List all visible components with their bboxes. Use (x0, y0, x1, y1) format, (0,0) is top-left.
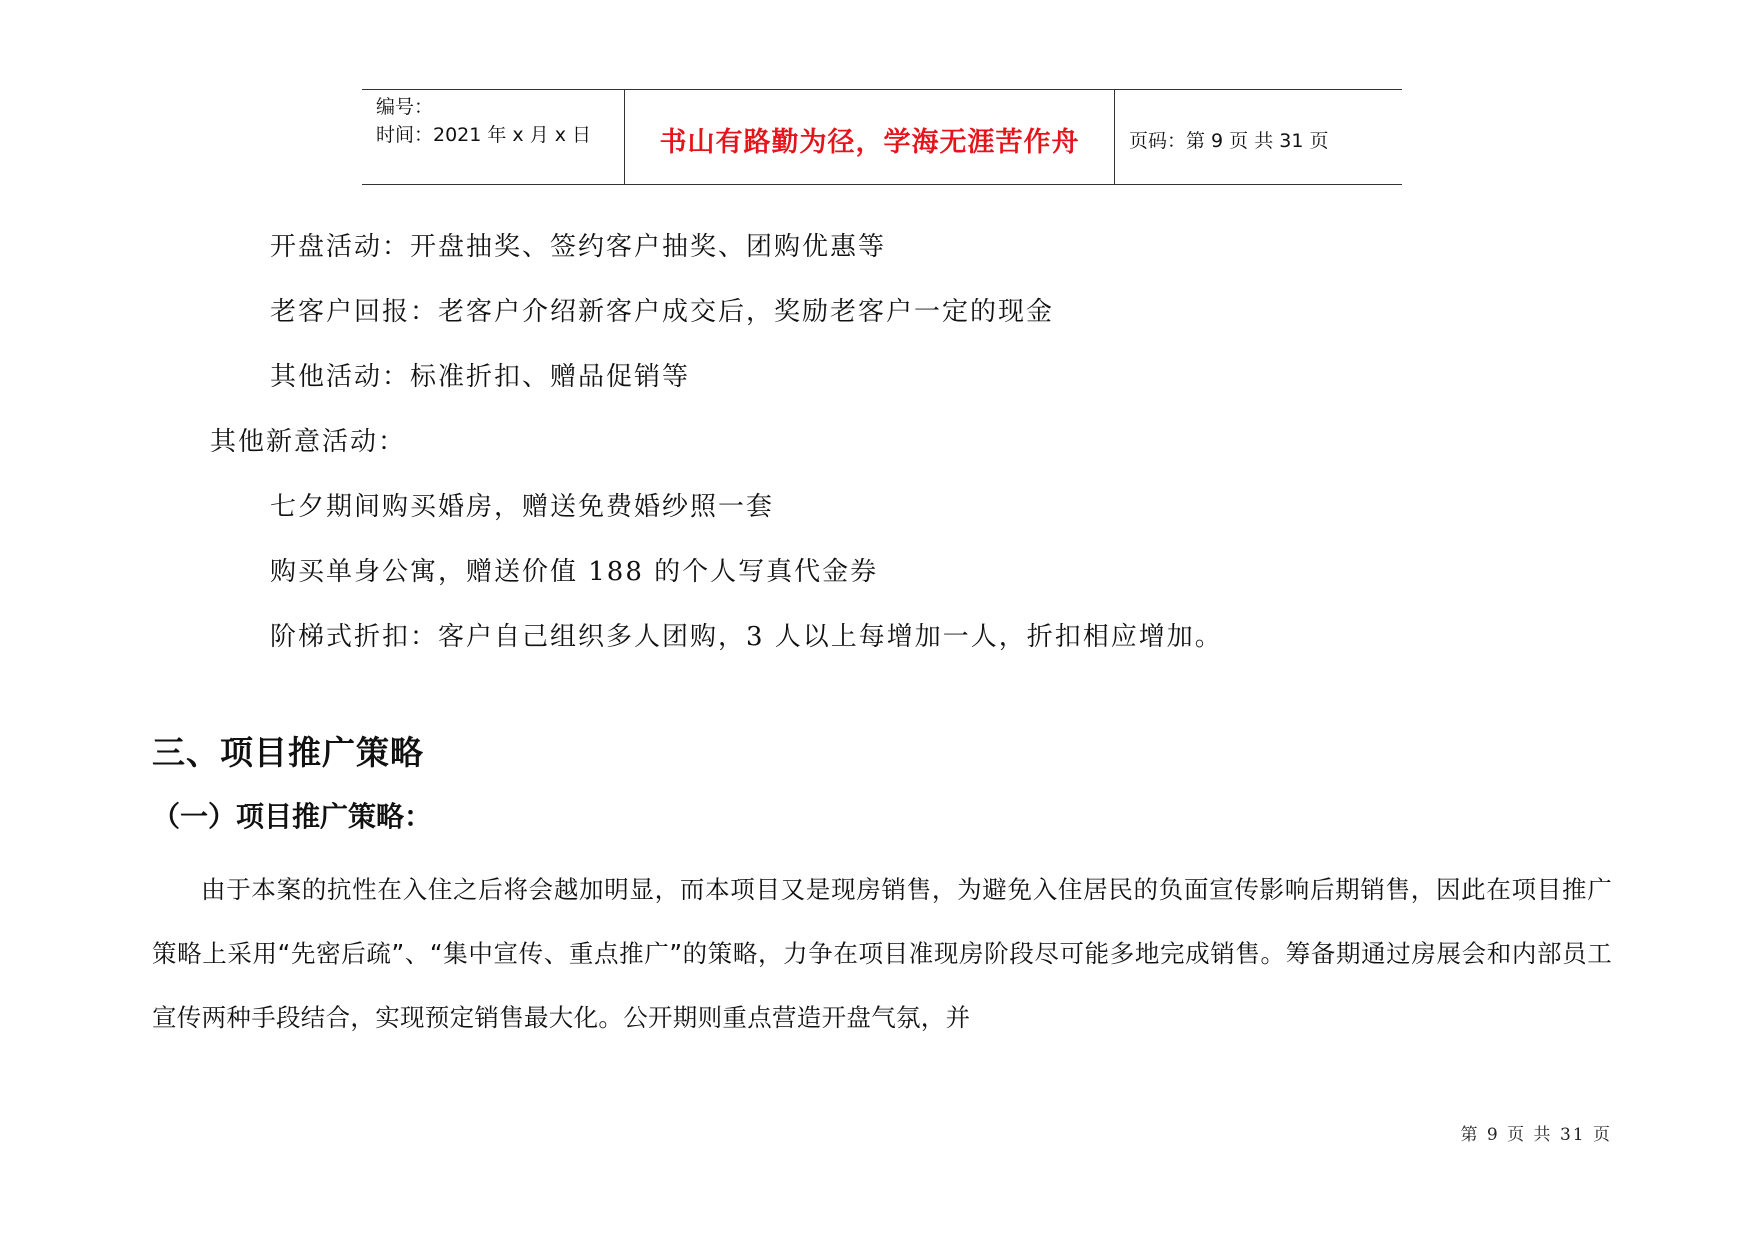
subsection-heading: （一）项目推广策略： (152, 800, 433, 833)
line-creative-activity-title: 其他新意活动： (210, 427, 407, 457)
document-date: 时间：2021 年 x 月 x 日 (376, 124, 592, 146)
section-heading: 三、项目推广策略 (152, 733, 424, 772)
body-paragraph: 由于本案的抗性在入住之后将会越加明显，而本项目又是现房销售，为避免入住居民的负面宣传影响后期销售，因此在项目推广策略上采用“先密后疏”、“集中宣传、重点推广”的策略，力争在项目准现房阶段尽可能多地完成销售。筹备期通过房展会和内部员工宣传两种手段结合，实现预定销售最大化。公开期则重点营造开盘气氛，并 (152, 875, 1612, 1032)
header-meta (362, 90, 625, 184)
line-qixi-offer: 七夕期间购买婚房，赠送免费婚纱照一套 (270, 492, 775, 522)
line-other-activity: 其他活动：标准折扣、赠品促销等 (270, 362, 691, 392)
line-opening-activity: 开盘活动：开盘抽奖、签约客户抽奖、团购优惠等 (270, 232, 887, 262)
header-page-info: 页码：第 9 页 共 31 页 (1129, 129, 1329, 152)
page-header (362, 89, 1402, 185)
line-apartment-offer: 购买单身公寓，赠送价值 188 的个人写真代金券 (270, 557, 879, 587)
line-tiered-discount: 阶梯式折扣：客户自己组织多人团购，3 人以上每增加一人，折扣相应增加。 (270, 622, 1223, 652)
document-number-label: 编号： (376, 96, 434, 118)
header-motto: 书山有路勤为径，学海无涯苦作舟 (625, 90, 1115, 184)
line-customer-reward: 老客户回报：老客户介绍新客户成交后，奖励老客户一定的现金 (270, 297, 1055, 327)
page-footer: 第 9 页 共 31 页 (1460, 1125, 1612, 1145)
